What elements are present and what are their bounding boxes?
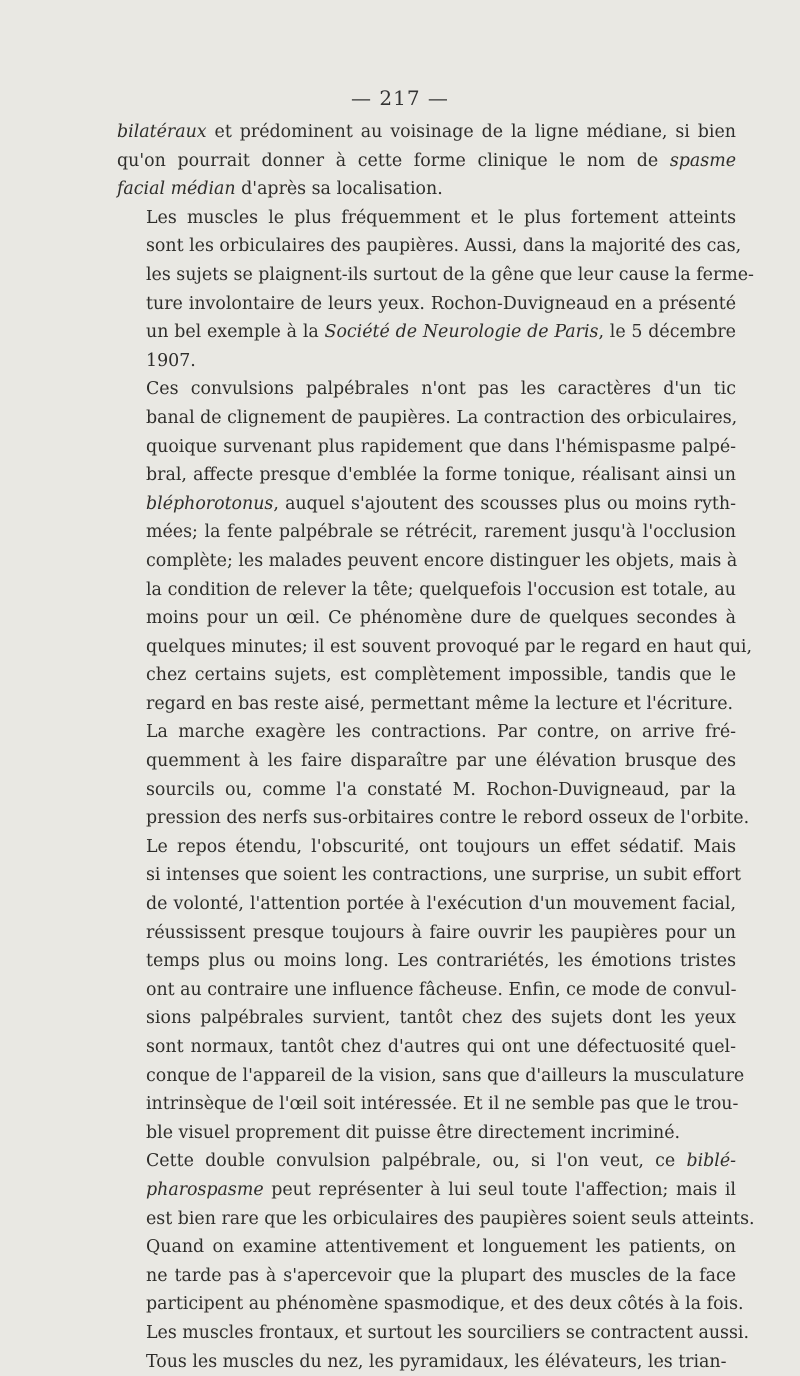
text-line [117,661,736,690]
text-line [117,318,736,347]
text-run: un bel exemple à la [146,322,325,343]
text-line [117,1176,736,1205]
text-run: sont les orbiculaires des paupières. Aussi, dans la majorité des cas, [146,236,742,257]
text-run: ble visuel proprement dit puisse être directement incriminé. [146,1122,681,1143]
text-line [117,375,736,404]
text-run: conque de l'appareil de la vision, sans que d'ailleurs la musculature [146,1065,745,1086]
italic-term: bilatéraux [117,122,207,142]
text-line [117,690,736,719]
text-line [117,204,736,233]
text-run: mées; la fente palpébrale se rétrécit, rarement jusqu'à l'occlusion [146,522,736,543]
text-run: est bien rare que les orbiculaires des paupières soient seuls atteints. [146,1208,755,1229]
text-line [117,147,736,176]
text-run: temps plus ou moins long. Les contrariétés, les émotions tristes [146,951,736,972]
text-run: ont au contraire une influence fâcheuse. Enfin, ce mode de convul- [146,979,737,1000]
text-line [117,547,736,576]
text-run: ne tarde pas à s'apercevoir que la plupart des muscles de la face [146,1265,736,1286]
text-run: , le 5 décembre [598,322,736,343]
text-run: intrinsèque de l'œil soit intéressée. Et il ne semble pas que le trou- [146,1094,739,1115]
body-text [117,118,755,1376]
text-line [117,433,736,462]
text-run: la condition de relever la tête; quelquefois l'occusion est totale, au [146,579,736,600]
text-line [117,861,741,890]
text-line [117,518,736,547]
text-line [117,890,736,919]
text-run: quoique survenant plus rapidement que dans l'hémispasme palpé- [146,436,736,457]
text-run: La marche exagère les contractions. Par contre, on arrive fré- [146,722,736,743]
text-run: peut représenter à lui seul toute l'affection; mais il [263,1179,736,1200]
text-line [117,947,736,976]
paragraph-p1 [117,118,736,204]
text-line [117,1119,736,1148]
text-run: quelques minutes; il est souvent provoqué par le regard en haut qui, [146,636,753,657]
paragraph-p4 [117,718,750,1147]
text-run: quemment à les faire disparaître par une élévation brusque des [146,751,736,772]
text-line [117,1033,736,1062]
text-run: moins pour un œil. Ce phénomène dure de quelques secondes à [146,608,736,629]
paragraph-p2 [117,204,754,376]
text-run: pression des nerfs sus-orbitaires contre le rebord osseux de l'orbite. [146,808,750,829]
text-line [117,976,736,1005]
text-line [117,633,753,662]
text-line [117,718,736,747]
text-line [117,804,750,833]
text-run: Tous les muscles du nez, les pyramidaux, les élévateurs, les trian- [146,1351,727,1372]
text-run: sourcils ou, comme l'a constaté M. Rochon-Duvigneaud, par la [146,779,736,800]
text-run: Le repos étendu, l'obscurité, ont toujours un effet sédatif. Mais [146,836,736,857]
italic-term: Société de Neurologie de Paris [324,322,599,343]
text-run: Cette double convulsion palpébrale, ou, si l'on veut, ce [146,1151,687,1172]
italic-term: spasme [669,150,736,171]
text-run: d'après sa localisation. [235,179,443,200]
text-run: , auquel s'ajoutent des scousses plus ou moins ryth- [273,493,736,514]
text-line [117,1090,739,1119]
text-line [117,604,736,633]
text-run: Les muscles le plus fréquemment et le plus fortement atteints [146,207,736,228]
paragraph-p3 [117,375,753,718]
text-run: 1907. [146,350,196,371]
text-line [117,1147,736,1176]
text-line [117,1004,736,1033]
page-number: — 217 — [351,86,449,110]
text-line [117,576,736,605]
italic-term: biblé- [686,1151,736,1172]
text-line [117,347,736,376]
text-line [117,1205,755,1234]
text-line [117,175,736,204]
text-line [117,833,736,862]
text-run: complète; les malades peuvent encore distinguer les objets, mais à [146,550,738,571]
text-line [117,1062,745,1091]
text-run: de volonté, l'attention portée à l'exécution d'un mouvement facial, [146,894,736,915]
text-run: Les muscles frontaux, et surtout les sourciliers se contractent aussi. [146,1322,749,1343]
text-line [117,776,736,805]
text-line [117,1262,736,1291]
italic-term: facial médian [117,179,236,200]
text-run: bral, affecte presque d'emblée la forme tonique, réalisant ainsi un [146,465,736,486]
text-line [117,118,736,147]
text-run: banal de clignement de paupières. La contraction des orbiculaires, [146,407,738,428]
text-line [117,747,736,776]
text-line [117,404,736,433]
italic-term: bléphorotonus [146,493,274,514]
text-run: et prédominent au voisinage de la ligne médiane, si bien [206,122,736,142]
text-run: Ces convulsions palpébrales n'ont pas les caractères d'un tic [146,379,736,400]
text-run: participent au phénomène spasmodique, et des deux côtés à la fois. [146,1294,744,1315]
text-line [117,1348,736,1376]
text-line [117,1233,736,1262]
text-line [117,261,754,290]
text-run: Quand on examine attentivement et longuement les patients, on [146,1237,736,1258]
italic-term: pharospasme [146,1179,264,1200]
text-line [117,1290,744,1319]
text-run: sont normaux, tantôt chez d'autres qui ont une défectuosité quel- [146,1037,736,1057]
text-line [117,919,736,948]
text-run: sions palpébrales survient, tantôt chez des sujets dont les yeux [146,1008,736,1029]
text-line [117,490,736,519]
text-run: regard en bas reste aisé, permettant même la lecture et l'écriture. [146,693,734,714]
text-run: les sujets se plaignent-ils surtout de la gêne que leur cause la ferme- [146,264,754,285]
text-line [117,461,736,490]
text-line [117,290,736,319]
text-line [117,232,742,261]
text-run: réussissent presque toujours à faire ouvrir les paupières pour un [146,922,736,943]
text-run: ture involontaire de leurs yeux. Rochon-Duvigneaud en a présenté [146,293,736,314]
text-run: chez certains sujets, est complètement impossible, tandis que le [146,665,736,686]
text-run: si intenses que soient les contractions, une surprise, un subit effort [146,865,741,886]
text-run: qu'on pourrait donner à cette forme clinique le nom de [117,150,670,171]
paragraph-p5 [117,1147,755,1376]
text-line [117,1319,749,1348]
